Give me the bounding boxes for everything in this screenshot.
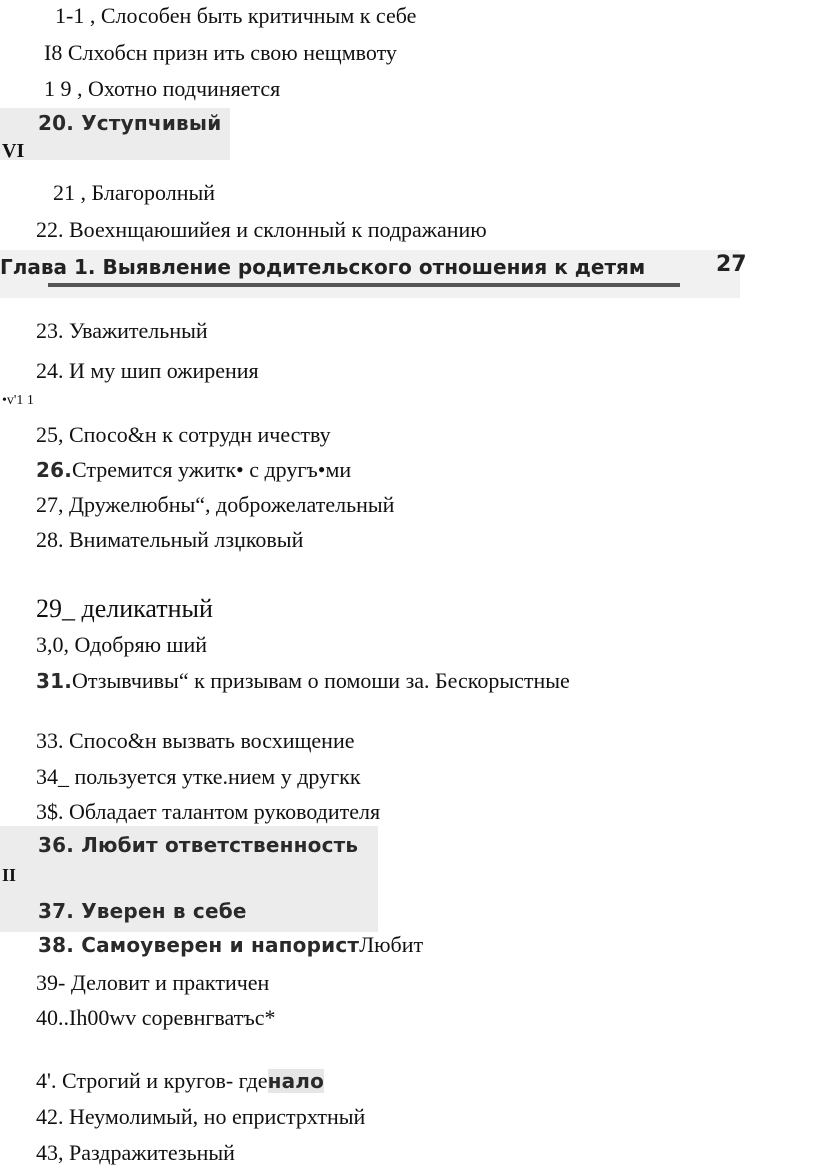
item-34: 34_ пользуется утке.нием у другкк [36,764,361,789]
item-36: 36. Любит ответственность [38,833,359,857]
item-43: 43, Раздражитезьный [36,1140,235,1165]
item-26 [36,457,351,483]
item-41-scan: нало [267,1069,325,1093]
item-27: 27, Дружелюбны“, доброжелательный [36,492,395,517]
item-38 [38,932,423,958]
section-marker-v11: •v'1 1 [2,393,34,408]
section-marker-ii: II [2,865,17,885]
item-29: 29_ деликатный [36,594,213,623]
item-40: 40..Ih00wv соревнгватъс* [36,1005,276,1030]
item-25: 25, Спосо&н к сотрудн ичеству [36,422,331,447]
item-21: 21 , Благоролный [53,180,216,205]
item-28: 28. Внимательный лзџковый [36,527,304,552]
item-20: 20. Уступчивый [38,111,222,135]
item-26-number: 26. [36,458,73,482]
item-31 [36,668,570,694]
section-marker-vi: VI [2,140,25,162]
item-38-scan: 38. Самоуверен и напорист [38,933,360,957]
item-17: 1-1 , Слособен быть критичным к себе [55,3,417,28]
page-number: 27 [716,252,747,277]
item-42: 42. Неумолимый, но епристрхтный [36,1104,366,1129]
item-41 [36,1068,324,1094]
item-19: 1 9 , Охотно подчиняется [44,76,281,101]
item-38-text: Любит [359,932,424,957]
chapter-header-title: Глава 1. Выявление родительского отношения к детям [0,255,646,279]
header-rule [48,283,680,287]
item-22: 22. Воехнщаюшийея и склонный к подражанию [36,217,487,242]
item-37: 37. Уверен в себе [38,899,247,923]
item-39: 39- Деловит и практичен [36,970,270,995]
item-41-text: 4'. Строгий и кругов- где [36,1068,268,1093]
item-35: 3$. Обладает талантом руководителя [36,799,381,824]
item-23: 23. Уважительный [36,318,208,343]
item-18: Ι8 Слхобсн призн ить свою нещмвоту [44,40,397,65]
item-30: 3,0, Одобряю ший [36,632,208,657]
item-31-number: 31. [36,669,73,693]
item-26-text: Стремится ужитк• с другъ•ми [72,457,352,482]
item-24: 24. И му шип ожирения [36,358,259,383]
item-31-text: Отзывчивы“ к призывам о помоши за. Бескорыстные [72,668,570,693]
item-33: 33. Спосо&н вызвать восхищение [36,728,355,753]
